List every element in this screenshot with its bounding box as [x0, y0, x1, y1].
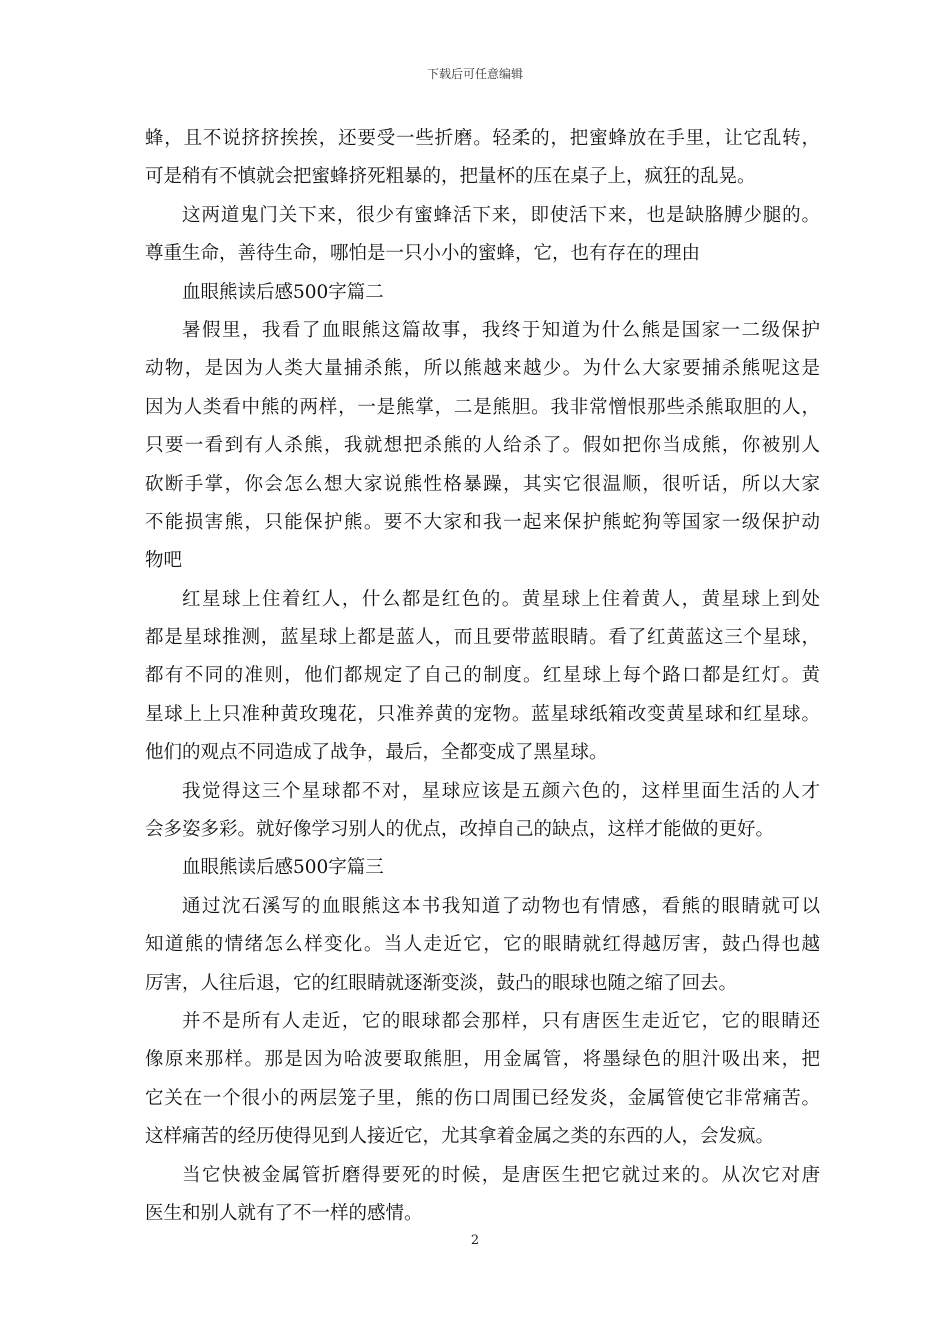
text-line: 因为人类看中熊的两样，一是熊掌，二是熊胆。我非常憎恨那些杀熊取胆的人， — [145, 396, 820, 418]
text-line: 会多姿多彩。就好像学习别人的优点，改掉自己的缺点，这样才能做的更好。 — [145, 819, 775, 841]
text-line: 不能损害熊，只能保护熊。要不大家和我一起来保护熊蛇狗等国家一级保护动 — [145, 511, 820, 533]
text-line: 可是稍有不慎就会把蜜蜂挤死粗暴的，把量杯的压在桌子上，疯狂的乱晃。 — [145, 166, 756, 188]
text-line: 暑假里，我看了血眼熊这篇故事，我终于知道为什么熊是国家一二级保护 — [182, 319, 820, 341]
document-body — [145, 120, 820, 1233]
text-line: 都有不同的准则，他们都规定了自己的制度。红星球上每个路口都是红灯。黄 — [145, 665, 820, 687]
text-line: 他们的观点不同造成了战争，最后，全都变成了黑星球。 — [145, 742, 608, 764]
text-line: 红星球上住着红人，什么都是红色的。黄星球上住着黄人，黄星球上到处 — [182, 588, 820, 610]
page-header: 下载后可任意编辑 — [426, 67, 523, 81]
text-line: 砍断手掌，你会怎么想大家说熊性格暴躁，其实它很温顺，很听话，所以大家 — [145, 473, 820, 495]
text-line: 血眼熊读后感500字篇二 — [182, 281, 384, 303]
text-line: 物吧 — [145, 550, 183, 572]
text-line: 动物，是因为人类大量捕杀熊，所以熊越来越少。为什么大家要捕杀熊呢这是 — [145, 358, 820, 380]
page-number: 2 — [470, 1233, 480, 1248]
text-line: 这两道鬼门关下来，很少有蜜蜂活下来，即使活下来，也是缺胳膊少腿的。 — [182, 204, 820, 226]
text-line: 尊重生命，善待生命，哪怕是一只小小的蜜蜂，它，也有存在的理由 — [145, 243, 701, 265]
text-line: 我觉得这三个星球都不对，星球应该是五颜六色的，这样里面生活的人才 — [182, 780, 820, 802]
text-line: 都是星球推测，蓝星球上都是蓝人，而且要带蓝眼睛。看了红黄蓝这三个星球， — [145, 627, 820, 649]
text-line: 并不是所有人走近，它的眼球都会那样，只有唐医生走近它，它的眼睛还 — [182, 1010, 820, 1032]
text-line: 蜂，且不说挤挤挨挨，还要受一些折磨。轻柔的，把蜜蜂放在手里，让它乱转， — [145, 128, 820, 149]
text-line: 医生和别人就有了不一样的感情。 — [145, 1202, 423, 1224]
text-line: 只要一看到有人杀熊，我就想把杀熊的人给杀了。假如把你当成熊，你被别人 — [145, 435, 820, 457]
text-line: 当它快被金属管折磨得要死的时候，是唐医生把它就过来的。从次它对唐 — [182, 1164, 820, 1186]
text-line: 厉害，人往后退，它的红眼睛就逐渐变淡，鼓凸的眼球也随之缩了回去。 — [145, 972, 738, 994]
text-line: 像原来那样。那是因为哈波要取熊胆，用金属管，将墨绿色的胆汁吸出来，把 — [145, 1049, 820, 1071]
text-line: 知道熊的情绪怎么样变化。当人走近它，它的眼睛就红得越厉害，鼓凸得也越 — [145, 934, 820, 956]
text-line: 通过沈石溪写的血眼熊这本书我知道了动物也有情感，看熊的眼睛就可以 — [182, 895, 820, 917]
text-line: 它关在一个很小的两层笼子里，熊的伤口周围已经发炎，金属管使它非常痛苦。 — [145, 1087, 820, 1109]
text-line: 星球上上只准种黄玫瑰花，只准养黄的宠物。蓝星球纸箱改变黄星球和红星球。 — [145, 703, 820, 725]
text-line: 这样痛苦的经历使得见到人接近它，尤其拿着金属之类的东西的人，会发疯。 — [145, 1126, 775, 1148]
text-line: 血眼熊读后感500字篇三 — [182, 857, 384, 879]
